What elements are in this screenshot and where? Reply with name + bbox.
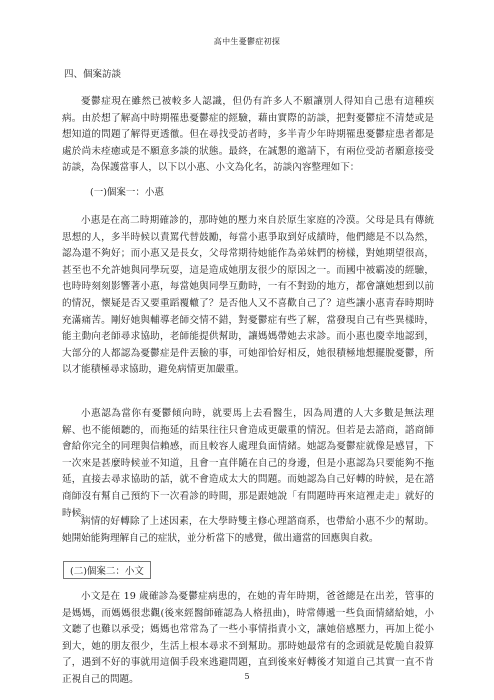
intro-paragraph: 憂鬱症現在雖然已被較多人認識，但仍有許多人不願讓別人得知自己患有這種疾病。由於想了解高中時期罹患憂鬱症的經驗，藉由實際的訪談，把對憂鬱症不清楚或是想知道的問題了解得更透徹。但在尋找受訪者時，多半青少年時期罹患憂鬱症患者都是處於尚未痊癒或是不願意多談的狀態。最終，在誠懇的邀請下，有兩位受訪者願意接受訪談，為保護當事人，以下以小惠、小文為化名，訪談內容整理如下：	[62, 96, 434, 174]
running-header: 高中生憂鬱症初探	[213, 37, 281, 46]
page-number: 5	[244, 672, 250, 681]
case2-title: (二)個案二：小文	[63, 561, 151, 579]
case1-title: (一)個案一：小惠	[90, 187, 164, 198]
case2-paragraph-1: 小文是在 19 歲確診為憂鬱症病患的，在她的青年時期，爸爸總是在出差，管事的是媽媽，而媽媽很悲觀(後來經醫師確認為人格扭曲)，時常傳遞一些負面情緒給她，小文聽了也難以承受；媽媽也常常為了一些小事情指責小文，讓她倍感壓力，再加上從小到大，她的朋友很少，生活上根本尋求不到幫助。那時她最常有的念頭就是乾脆自殺算了，遇到不好的事就用這個手段來逃避問題，直到後來好轉後才知道自己其實一直不肯正視自己的問題。	[62, 591, 434, 685]
case1-paragraph-1: 小惠是在高二時期確診的，那時她的壓力來自於原生家庭的冷漠。父母是具有傳統思想的人，多半時候以責罵代替鼓勵，每當小惠爭取到好成績時，他們總是不以為然，認為還不夠好；而小惠又是長女，父母常期待她能作為弟妹們的榜樣，對她期望很高，甚至也不允許她與同學玩耍，這是造成她朋友很少的原因之一。而國中被霸凌的經驗，也時時刻刻影響著小惠，每當她與同學互動時，一有不對勁的地方，都會讓她想到以前的情況，懷疑是否又要重蹈覆轍了？是否他人又不喜歡自己了？這些讓小惠青春時期時充滿痛苦。剛好她與輔導老師交情不錯，對憂鬱症有些了解，當發現自己有些異樣時，能主動向老師尋求協助，老師能提供幫助，讓媽媽帶她去求診。而小惠也慶幸地認到，大部分的人都認為憂鬱症是件丟臉的事，可她卻恰好相反，她很積極地想擺脫憂鬱，所以才能積極尋求協助，避免病情更加嚴重。	[62, 215, 434, 376]
section-title: 四、個案訪談	[64, 69, 122, 80]
case1-paragraph-2: 小惠認為當你有憂鬱傾向時，就要馬上去看醫生，因為周遭的人大多數是無法理解、也不能傾聽的，而拖延的結果往往只會造成更嚴重的情況。但若是去諮商，諮商師會給你完全的同理與信賴感，而且較容人處理負面情緒。她認為憂鬱症就像是感冒，下一次來是甚麼時候並不知道，且會一直伴隨在自己的身邊，但是小惠認為只要能夠不拖延，直接去尋求協助的話，就不會造成太大的問題。而她認為自己好轉的時候，是在諮商師沒有幫自己預約下一次看診的時間，那是跟她說「有問題時再來這裡走走」就好的時候。	[62, 408, 434, 519]
case1-paragraph-3: 病情的好轉除了上述因素，在大學時雙主修心理諮商系，也帶給小惠不少的幫助。她開始能夠理解自己的症狀，並分析當下的感覺，做出適當的回應與自救。	[62, 516, 434, 544]
